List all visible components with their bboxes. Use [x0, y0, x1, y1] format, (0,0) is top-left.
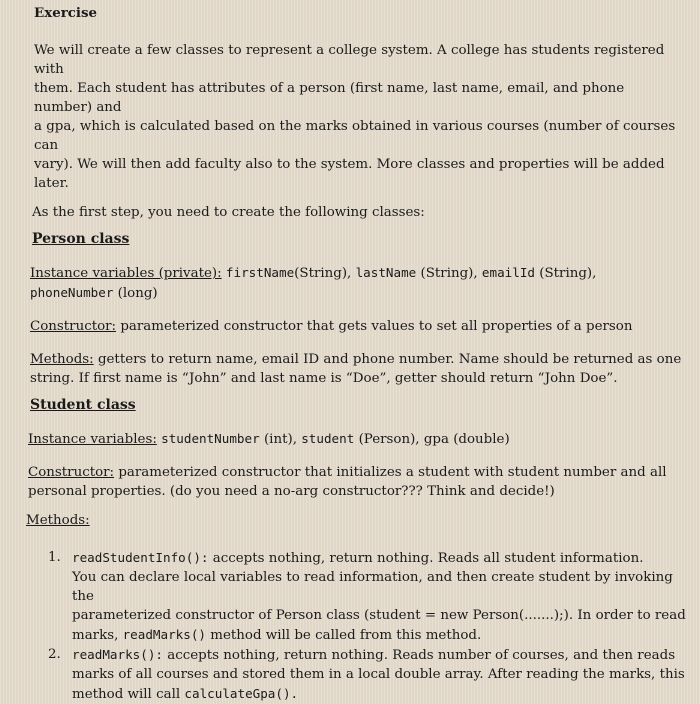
student-instance-variables [28, 429, 686, 449]
intro-line: vary). We will then add faculty also to the system. More classes and properties will be added later. [34, 157, 665, 191]
intro-paragraph [34, 41, 686, 193]
method-description: accepts nothing, return nothing. Reads number of courses, and then reads [167, 648, 676, 663]
student-iv-studentnumber: studentNumber [161, 431, 260, 446]
intro-line: We will create a few classes to represent a college system. A college has students registered with [34, 43, 665, 77]
person-iv-firstname-type: (String), [294, 266, 352, 281]
list-number: 1. [48, 550, 61, 565]
student-class-heading: Student class [30, 397, 136, 413]
student-constructor [28, 463, 686, 482]
person-instance-variables [30, 263, 686, 283]
intro-line: them. Each student has attributes of a person (first name, last name, email, and phone number) and [34, 81, 625, 115]
method-line [72, 625, 686, 645]
student-ctor-label: Constructor: [28, 465, 115, 480]
student-ctor-text: parameterized constructor that initializes a student with student number and all [118, 465, 667, 480]
person-ctor-label: Constructor: [30, 319, 117, 334]
method-line [72, 548, 686, 568]
first-step-text: As the first step, you need to create the following classes: [32, 205, 425, 220]
method-description: accepts nothing, return nothing. Reads all student information. [212, 551, 644, 566]
person-methods-line2: string. If first name is “John” and last name is “Doe”, getter should return “John Doe”. [30, 371, 618, 386]
method-description: parameterized constructor of Person class (student = new Person(.......);). In order to read [72, 608, 686, 623]
method-read-marks: readMarks(): [72, 647, 163, 662]
person-methods-label: Methods: [30, 352, 94, 367]
person-iv-label: Instance variables (private): [30, 266, 222, 281]
list-item [48, 645, 686, 704]
person-iv-line2 [30, 283, 686, 303]
list-item [48, 548, 686, 645]
student-iv-studentnumber-type: (int), [263, 432, 297, 447]
student-methods-label: Methods: [26, 513, 90, 528]
method-description: marks, [72, 628, 119, 643]
person-class-heading: Person class [32, 231, 130, 247]
intro-line: a gpa, which is calculated based on the marks obtained in various courses (number of courses can [34, 119, 676, 153]
person-iv-lastname-type: (String), [420, 266, 478, 281]
person-methods-text: getters to return name, email ID and phone number. Name should be returned as one [97, 352, 682, 367]
method-calculate-gpa-ref: calculateGpa(). [184, 686, 299, 701]
method-description: marks of all courses and stored them in a local double array. After reading the marks, this [72, 667, 685, 682]
list-number: 2. [48, 647, 61, 662]
person-iv-emailid: emailId [481, 265, 535, 280]
student-ctor-line2: personal properties. (do you need a no-arg constructor??? Think and decide!) [28, 484, 555, 499]
method-line [72, 645, 686, 665]
student-methods-list [26, 548, 686, 704]
exercise-document [0, 4, 700, 703]
person-iv-phone-type: (long) [117, 286, 158, 301]
person-ctor-text: parameterized constructor that gets values to set all properties of a person [120, 319, 633, 334]
student-iv-label: Instance variables: [28, 432, 157, 447]
method-description: method will call [72, 687, 181, 702]
person-constructor [30, 317, 686, 336]
person-iv-phone: phoneNumber [30, 285, 114, 300]
exercise-title: Exercise [34, 5, 98, 21]
method-read-student-info: readStudentInfo(): [72, 550, 209, 565]
person-iv-lastname: lastName [355, 265, 417, 280]
method-line [72, 684, 686, 704]
method-description: You can declare local variables to read information, and then create student by invoking the [72, 570, 673, 604]
person-iv-firstname: firstName [225, 265, 295, 280]
person-methods [30, 350, 686, 369]
method-description: method will be called from this method. [210, 628, 482, 643]
student-iv-student: student [301, 431, 355, 446]
student-iv-student-type: (Person), gpa (double) [358, 432, 510, 447]
method-read-marks-ref: readMarks() [122, 627, 206, 642]
person-iv-emailid-type: (String), [539, 266, 597, 281]
